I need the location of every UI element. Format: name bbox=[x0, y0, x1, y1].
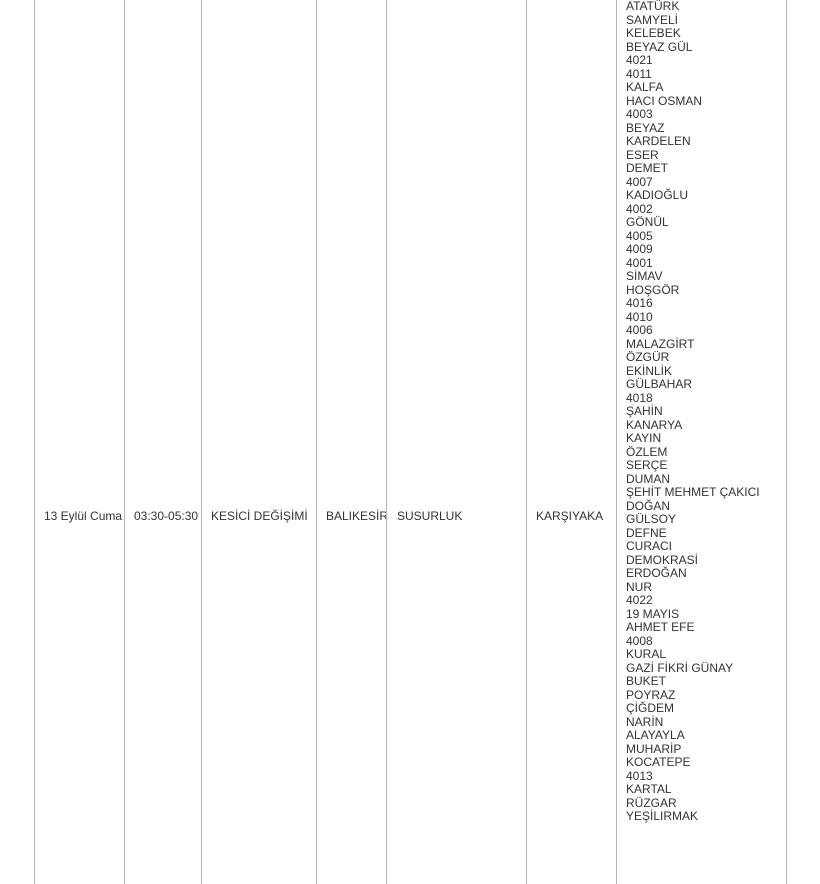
street-item: KURAL bbox=[626, 647, 667, 661]
street-item: 4013 bbox=[626, 768, 653, 783]
street-item: KADIOĞLU bbox=[626, 188, 689, 202]
street-item: 4005 bbox=[626, 228, 653, 243]
street-item: 4002 bbox=[626, 201, 653, 216]
street-item: KANARYA bbox=[626, 417, 683, 432]
street-item: NUR bbox=[626, 579, 652, 594]
street-item: RÜZGAR bbox=[626, 795, 677, 810]
street-item: GÜLBAHAR bbox=[626, 377, 693, 391]
street-item: KAYIN bbox=[626, 431, 662, 445]
table-right-border bbox=[786, 0, 787, 884]
street-item: GAZİ FİKRİ GÜNAY bbox=[626, 660, 734, 675]
street-item: 4010 bbox=[626, 309, 653, 324]
street-item: GÜLSOY bbox=[626, 512, 677, 526]
district-cell bbox=[386, 0, 526, 884]
street-list bbox=[626, 0, 760, 824]
street-item: 4007 bbox=[626, 174, 653, 189]
street-item: NARİN bbox=[626, 714, 664, 729]
street-item: 4016 bbox=[626, 296, 653, 310]
neighborhood-cell bbox=[526, 0, 616, 884]
street-item: 4006 bbox=[626, 323, 653, 337]
street-item: AHMET EFE bbox=[626, 620, 695, 634]
street-item: POYRAZ bbox=[626, 687, 676, 702]
street-item: SİMAV bbox=[626, 269, 663, 283]
street-item: CURACI bbox=[626, 539, 673, 553]
time-cell bbox=[124, 0, 201, 884]
street-item: ŞEHİT MEHMET ÇAKICI bbox=[626, 485, 760, 499]
street-item: 4018 bbox=[626, 390, 653, 405]
street-item: KOCATEPE bbox=[626, 755, 691, 769]
province-cell bbox=[316, 0, 389, 884]
street-item: ÇİĞDEM bbox=[626, 701, 674, 715]
street-item: SAMYELİ bbox=[626, 12, 679, 27]
street-item: MUHARİP bbox=[626, 741, 682, 756]
street-item: KALFA bbox=[626, 80, 664, 94]
street-item: DEMET bbox=[626, 161, 668, 175]
street-item: BEYAZ bbox=[626, 120, 665, 135]
street-item: ÖZLEM bbox=[626, 444, 668, 459]
street-item: 4001 bbox=[626, 255, 653, 270]
street-item: ERDOĞAN bbox=[626, 566, 687, 580]
street-item: 4011 bbox=[626, 66, 652, 81]
street-item: ŞAHİN bbox=[626, 404, 663, 418]
street-item: EKİNLİK bbox=[626, 363, 673, 378]
street-item: 4003 bbox=[626, 107, 653, 121]
street-item: KELEBEK bbox=[626, 26, 681, 40]
street-item: 19 MAYIS bbox=[626, 606, 680, 621]
street-item: HOŞGÖR bbox=[626, 282, 680, 297]
street-item: GÖNÜL bbox=[626, 215, 669, 229]
street-item: MALAZGİRT bbox=[626, 336, 695, 351]
street-item: BEYAZ GÜL bbox=[626, 39, 693, 54]
street-item: KARTAL bbox=[626, 782, 672, 796]
time-text: 03:30-05:30 bbox=[134, 509, 199, 523]
street-item: 4008 bbox=[626, 633, 653, 648]
street-item: HACI OSMAN bbox=[626, 93, 703, 108]
neighborhood-text: KARŞIYAKA bbox=[536, 509, 604, 523]
street-item: 4022 bbox=[626, 593, 653, 607]
street-item: SERÇE bbox=[626, 458, 668, 472]
street-item: ALAYAYLA bbox=[626, 728, 685, 742]
street-item: DEMOKRASİ bbox=[626, 552, 699, 567]
reason-cell bbox=[201, 0, 316, 884]
street-item: 4009 bbox=[626, 242, 653, 256]
street-item: ÖZGÜR bbox=[626, 350, 670, 364]
province-text: BALIKESİR bbox=[326, 509, 389, 523]
street-item: DUMAN bbox=[626, 471, 670, 486]
date-text: 13 Eylül Cuma bbox=[44, 509, 123, 523]
reason-text: KESİCİ DEĞİŞİMİ bbox=[211, 509, 308, 523]
date-cell bbox=[34, 0, 124, 884]
street-item: KARDELEN bbox=[626, 134, 691, 148]
district-text: SUSURLUK bbox=[397, 509, 463, 523]
street-item: ATATÜRK bbox=[626, 0, 680, 13]
street-item: YEŞİLIRMAK bbox=[626, 809, 699, 823]
street-item: BUKET bbox=[626, 674, 667, 688]
street-item: DOĞAN bbox=[626, 498, 671, 513]
street-item: ESER bbox=[626, 147, 659, 162]
street-item: DEFNE bbox=[626, 525, 667, 540]
street-item: 4021 bbox=[626, 53, 653, 67]
